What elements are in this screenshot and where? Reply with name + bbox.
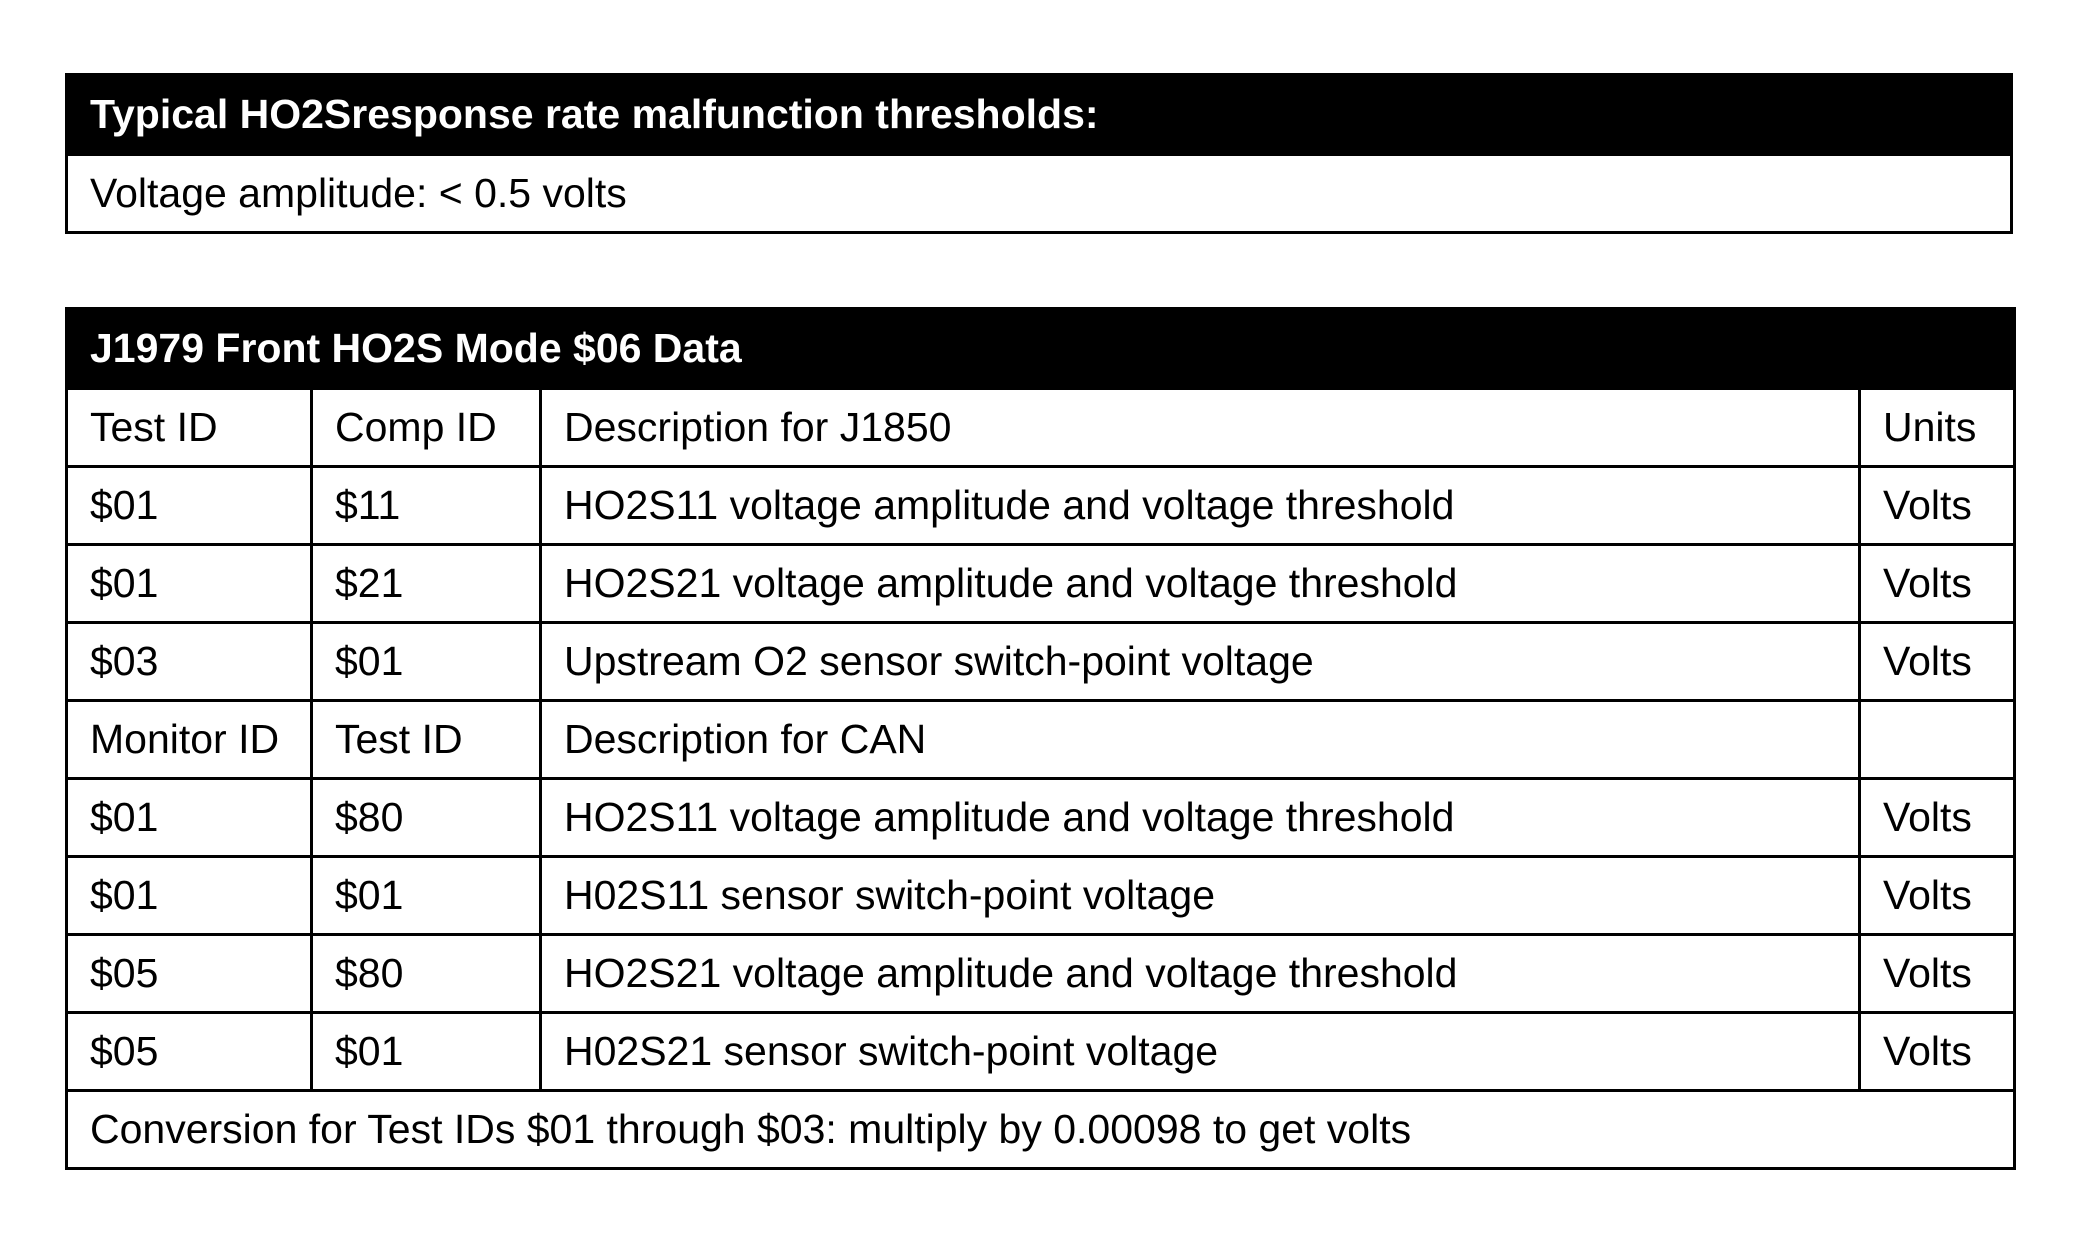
- units-cell: Volts: [1860, 935, 2015, 1013]
- table-row: [67, 857, 2015, 935]
- units-cell: Volts: [1860, 467, 2015, 545]
- id-cell: $03: [67, 623, 312, 701]
- thresholds-title: Typical HO2Sresponse rate malfunction thresholds:: [67, 75, 2012, 155]
- units-cell: Volts: [1860, 623, 2015, 701]
- comp-cell: $80: [312, 779, 541, 857]
- table-row: [67, 467, 2015, 545]
- units-cell: Units: [1860, 389, 2015, 467]
- table-row: [67, 701, 2015, 779]
- thresholds-value: Voltage amplitude: < 0.5 volts: [67, 155, 2012, 233]
- id-cell: $01: [67, 467, 312, 545]
- mode06-title: J1979 Front HO2S Mode $06 Data: [67, 309, 2015, 389]
- id-cell: $05: [67, 935, 312, 1013]
- comp-cell: $11: [312, 467, 541, 545]
- table-row: [67, 1013, 2015, 1091]
- table-row: [67, 389, 2015, 467]
- units-cell: Volts: [1860, 779, 2015, 857]
- comp-cell: $80: [312, 935, 541, 1013]
- table-row: [67, 545, 2015, 623]
- units-cell: Volts: [1860, 1013, 2015, 1091]
- id-cell: Monitor ID: [67, 701, 312, 779]
- description-cell: H02S11 sensor switch-point voltage: [541, 857, 1860, 935]
- comp-cell: Test ID: [312, 701, 541, 779]
- units-cell: [1860, 701, 2015, 779]
- table-row: [67, 623, 2015, 701]
- id-cell: $01: [67, 545, 312, 623]
- description-cell: Upstream O2 sensor switch-point voltage: [541, 623, 1860, 701]
- mode06-rows: [67, 389, 2015, 1091]
- comp-cell: $01: [312, 1013, 541, 1091]
- table-row: [67, 779, 2015, 857]
- comp-cell: $01: [312, 623, 541, 701]
- thresholds-table: [65, 73, 2013, 234]
- description-cell: Description for CAN: [541, 701, 1860, 779]
- description-cell: H02S21 sensor switch-point voltage: [541, 1013, 1860, 1091]
- description-cell: HO2S11 voltage amplitude and voltage threshold: [541, 467, 1860, 545]
- units-cell: Volts: [1860, 857, 2015, 935]
- description-cell: HO2S21 voltage amplitude and voltage threshold: [541, 545, 1860, 623]
- id-cell: Test ID: [67, 389, 312, 467]
- comp-cell: $01: [312, 857, 541, 935]
- id-cell: $01: [67, 779, 312, 857]
- conversion-note: Conversion for Test IDs $01 through $03: multiply by 0.00098 to get volts: [67, 1091, 2015, 1169]
- description-cell: HO2S11 voltage amplitude and voltage threshold: [541, 779, 1860, 857]
- units-cell: Volts: [1860, 545, 2015, 623]
- comp-cell: Comp ID: [312, 389, 541, 467]
- description-cell: HO2S21 voltage amplitude and voltage threshold: [541, 935, 1860, 1013]
- mode06-table: [65, 307, 2013, 1170]
- description-cell: Description for J1850: [541, 389, 1860, 467]
- id-cell: $01: [67, 857, 312, 935]
- table-row: [67, 935, 2015, 1013]
- comp-cell: $21: [312, 545, 541, 623]
- id-cell: $05: [67, 1013, 312, 1091]
